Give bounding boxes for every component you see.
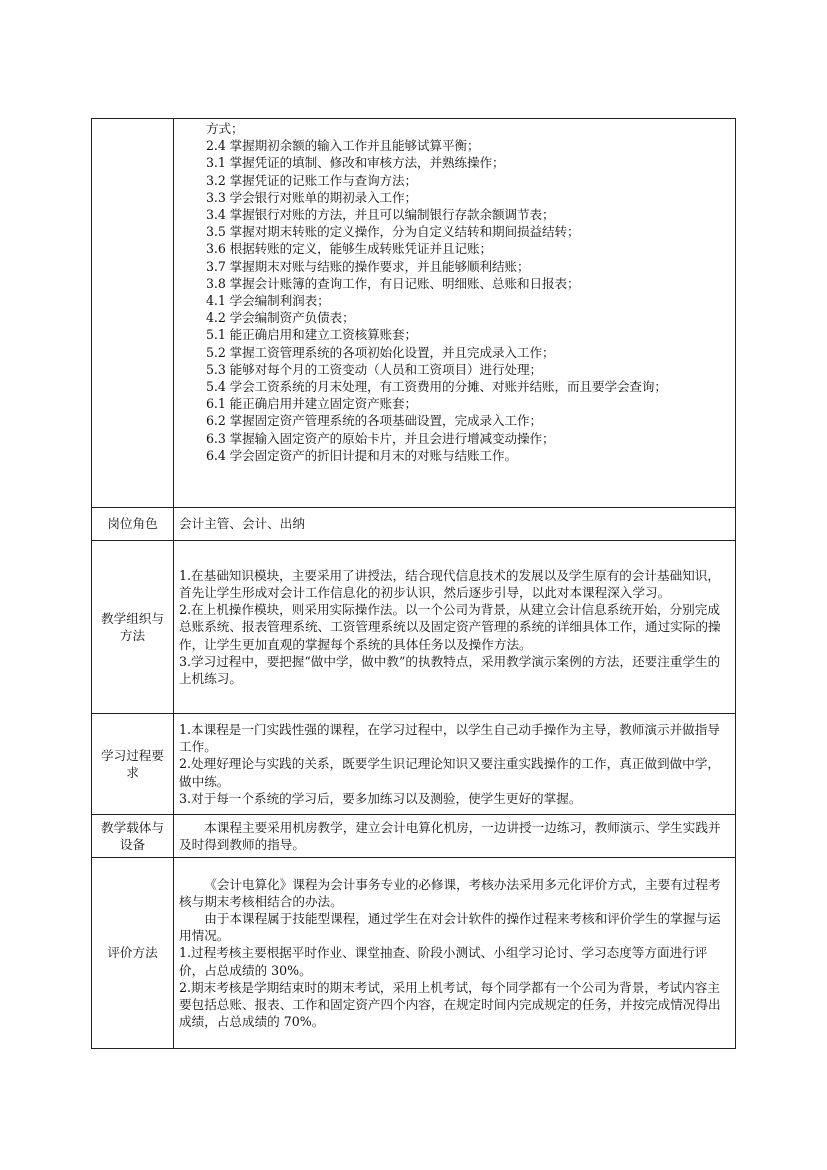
objective-item: 6.3 掌握输入固定资产的原始卡片，并且会进行增减变动操作； [206, 430, 555, 446]
evaluation-content [174, 858, 736, 1049]
objective-item: 3.5 掌握对期末转账的定义操作，分为自定义结转和期间损益结转； [206, 224, 580, 240]
objective-item: 方式； [206, 121, 244, 136]
process-paragraph: 3.对于每一个系统的学习后，要多加练习以及测验，使学生更好的掌握。 [179, 790, 582, 806]
objective-item: 4.1 学会编制利润表； [206, 293, 330, 309]
method-paragraph: 2.在上机操作模块，则采用实际操作法。以一个公司为背景，从建立会计信息系统开始，分别完成总账系统、报表管理系统、工资管理系统以及固定资产管理的系统的详细具体工作，通过实际的操作，让学生更加直观的掌握每个系统的具体任务以及操作方法。 [179, 602, 721, 652]
objective-item: 3.2 掌握凭证的记账工作与查询方法； [206, 172, 418, 188]
objective-item: 6.4 学会固定资产的折旧计提和月末的对账与结账工作。 [206, 447, 517, 463]
evaluation-item: 2.期末考核是学期结束时的期末考试，采用上机考试，每个同学都有一个公司为背景，考试内容主要包括总账、报表、工作和固定资产四个内容，在规定时间内完成规定的任务，并按完成情况得出成绩，占总成绩的 70%。 [179, 979, 721, 1030]
objectives-list [174, 119, 736, 508]
role-label: 岗位角色 [92, 508, 174, 541]
objective-item: 2.4 掌握期初余额的输入工作并且能够试算平衡； [206, 138, 480, 154]
objective-item: 5.1 能正确启用和建立工资核算账套； [206, 327, 418, 343]
process-row [92, 714, 736, 815]
objective-item: 5.4 学会工资系统的月末处理，有工资费用的分摊、对账并结账，而且要学会查询； [206, 379, 667, 395]
process-label: 学习过程要求 [92, 714, 174, 815]
carrier-content [174, 815, 736, 858]
course-standard-table [91, 118, 736, 1049]
carrier-label: 教学载体与设备 [92, 815, 174, 858]
objective-item: 3.8 掌握会计账簿的查询工作，有日记账、明细账、总账和日报表； [206, 275, 580, 291]
objective-item: 3.1 掌握凭证的填制、修改和审核方法，并熟练操作； [206, 155, 505, 171]
objective-item: 4.2 学会编制资产负债表； [206, 310, 355, 326]
evaluation-item: 1.过程考核主要根据平时作业、课堂抽查、阶段小测试、小组学习论讨、学习态度等方面进行评价，占总成绩的 30%。 [179, 945, 708, 978]
objectives-label-cell [92, 119, 174, 508]
objective-item: 3.3 学会银行对账单的期初录入工作； [206, 189, 418, 205]
objective-item: 6.1 能正确启用并建立固定资产账套； [206, 396, 418, 412]
method-row [92, 541, 736, 714]
process-content [174, 714, 736, 815]
process-paragraph: 1.本课程是一门实践性强的课程，在学习过程中，以学生自己动手操作为主导，教师演示并做指导工作。 [179, 721, 720, 755]
carrier-paragraph: 本课程主要采用机房教学，建立会计电算化机房，一边讲授一边练习，教师演示、学生实践并及时得到教师的指导。 [179, 819, 721, 852]
role-row [92, 508, 736, 541]
objective-item: 3.7 掌握期末对账与结账的操作要求，并且能够顺利结账； [206, 258, 530, 274]
carrier-row [92, 815, 736, 858]
objective-item: 6.2 掌握固定资产管理系统的各项基础设置，完成录入工作； [206, 413, 542, 429]
method-label: 教学组织与方法 [92, 541, 174, 714]
method-content [174, 541, 736, 714]
method-paragraph: 1.在基础知识模块，主要采用了讲授法，结合现代信息技术的发展以及学生原有的会计基础知识，首先让学生形成对会计工作信息化的初步认识，然后逐步引导，以此对本课程深入学习。 [179, 567, 720, 600]
evaluation-intro: 由于本课程属于技能型课程，通过学生在对会计软件的操作过程来考核和评价学生的掌握与运用情况。 [179, 910, 721, 944]
objective-item: 5.2 掌握工资管理系统的各项初始化设置，并且完成录入工作； [206, 344, 555, 360]
objective-item: 3.6 根据转账的定义，能够生成转账凭证并且记账； [206, 241, 493, 257]
process-paragraph: 2.处理好理论与实践的关系，既要学生识记理论知识又要注重实践操作的工作，真正做到做中学，做中练。 [179, 756, 720, 789]
evaluation-label: 评价方法 [92, 858, 174, 1049]
objective-item: 3.4 掌握银行对账的方法，并且可以编制银行存款余额调节表； [206, 207, 555, 223]
method-paragraph: 3.学习过程中，要把握“做中学，做中教”的执教特点，采用教学演示案例的方法，还要注重学生的上机练习。 [179, 653, 721, 686]
objective-item: 5.3 能够对每个月的工资变动（人员和工资项目）进行处理； [206, 361, 542, 377]
role-content: 会计主管、会计、出纳 [174, 508, 736, 541]
objectives-row [92, 119, 736, 508]
evaluation-row [92, 858, 736, 1049]
evaluation-intro: 《会计电算化》课程为会计事务专业的必修课，考核办法采用多元化评价方式，主要有过程考核与期末考核相结合的办法。 [179, 876, 721, 909]
